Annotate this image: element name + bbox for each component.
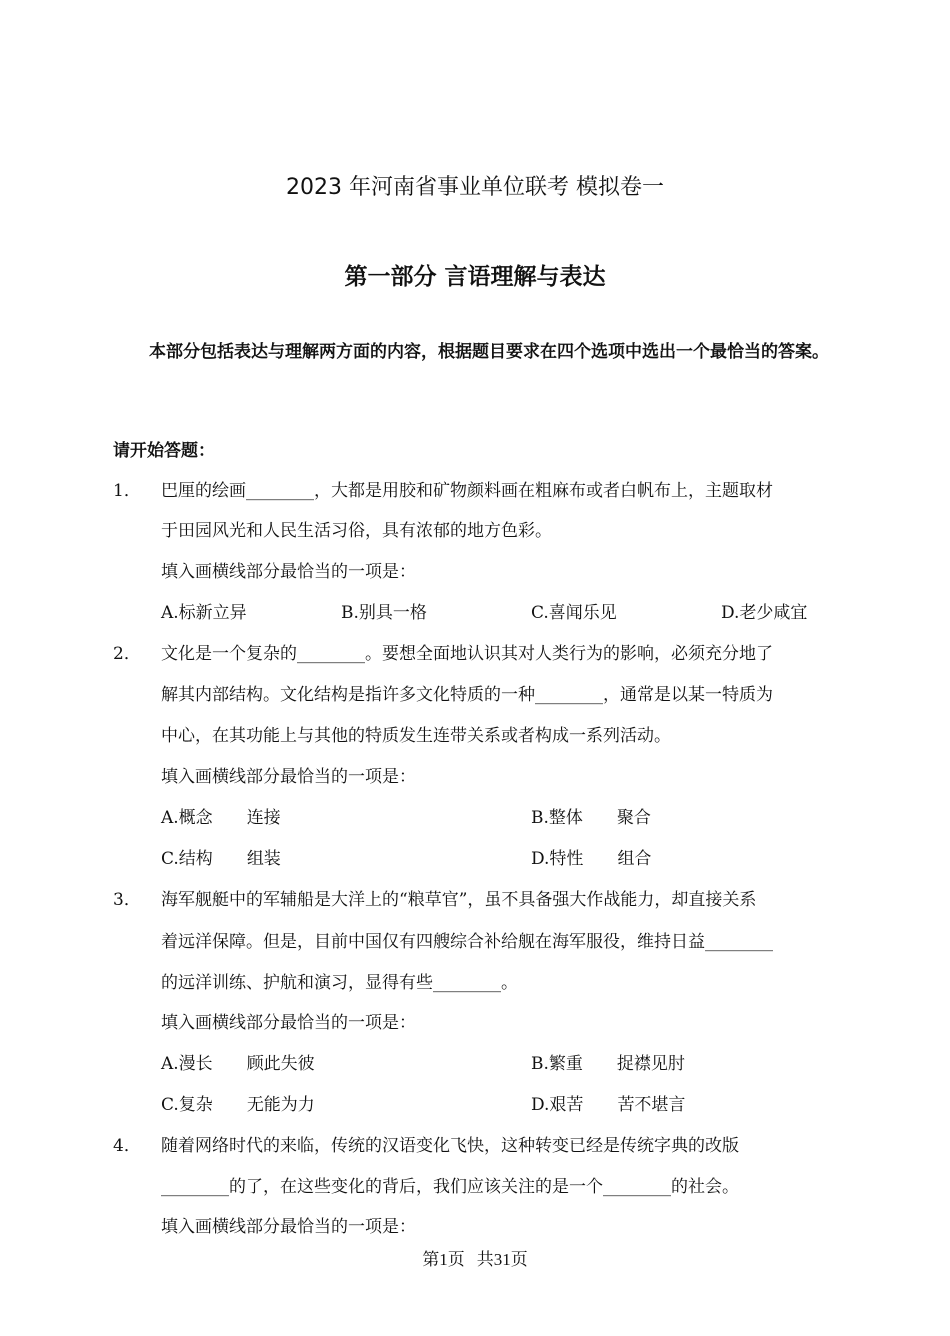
question-number: 1． xyxy=(113,481,141,501)
option-label: A.漫长 xyxy=(161,1054,213,1074)
option-label: D.艰苦 xyxy=(531,1095,584,1115)
option-d[interactable] xyxy=(531,1090,685,1115)
part-title: 第一部分 言语理解与表达 xyxy=(344,264,606,290)
question-number: 4． xyxy=(113,1136,141,1156)
option-label: B.繁重 xyxy=(531,1054,583,1074)
question-prompt: 填入画横线部分最恰当的一项是： xyxy=(161,1217,416,1237)
total-pages: 共31页 xyxy=(476,1250,528,1269)
option-word: 捉襟见肘 xyxy=(616,1054,685,1074)
option-a[interactable] xyxy=(161,803,281,828)
option-label: C.结构 xyxy=(161,849,213,869)
option-word: 连接 xyxy=(246,808,281,828)
option-word: 聚合 xyxy=(616,808,651,828)
question-text-line: 文化是一个复杂的________。要想全面地认识其对人类行为的影响，必须充分地了 xyxy=(161,644,773,664)
option-b[interactable] xyxy=(531,1049,685,1074)
question-prompt: 填入画横线部分最恰当的一项是： xyxy=(161,562,416,582)
question-text-line: 巴厘的绘画________，大都是用胶和矿物颜料画在粗麻布或者白帆布上，主题取材 xyxy=(161,481,773,501)
option-word: 无能为力 xyxy=(246,1095,315,1115)
section-instructions: 本部分包括表达与理解两方面的内容，根据题目要求在四个选项中选出一个最恰当的答案。 xyxy=(149,342,829,362)
option-c[interactable] xyxy=(161,1090,315,1115)
option-b[interactable]: B.别具一格 xyxy=(341,603,427,623)
option-label: C.复杂 xyxy=(161,1095,213,1115)
page-footer xyxy=(0,1245,950,1270)
option-word: 组装 xyxy=(246,849,281,869)
option-a[interactable] xyxy=(161,1049,315,1074)
option-c[interactable]: C.喜闻乐见 xyxy=(531,603,617,623)
option-label: B.整体 xyxy=(531,808,583,828)
question-text-line: 海军舰艇中的军辅船是大洋上的“粮草官”，虽不具备强大作战能力，却直接关系 xyxy=(161,890,757,910)
option-word: 苦不堪言 xyxy=(617,1095,686,1115)
question-prompt: 填入画横线部分最恰当的一项是： xyxy=(161,767,416,787)
option-a[interactable]: A.标新立异 xyxy=(161,603,247,623)
page-number: 第1页 xyxy=(422,1250,465,1269)
question-prompt: 填入画横线部分最恰当的一项是： xyxy=(161,1013,416,1033)
start-label: 请开始答题： xyxy=(113,441,215,461)
question-text-line: 解其内部结构。文化结构是指许多文化特质的一种________，通常是以某一特质为 xyxy=(161,685,773,705)
option-d[interactable]: D.老少咸宜 xyxy=(721,603,808,623)
option-label: D.特性 xyxy=(531,849,584,869)
option-c[interactable] xyxy=(161,844,281,869)
document-title: 2023 年河南省事业单位联考 模拟卷一 xyxy=(286,175,664,200)
question-text-line: 随着网络时代的来临，传统的汉语变化飞快，这种转变已经是传统字典的改版 xyxy=(161,1136,739,1156)
question-number: 3． xyxy=(113,890,141,910)
question-text-line: ________的了，在这些变化的背后，我们应该关注的是一个________的社会。 xyxy=(161,1177,739,1197)
option-label: A.概念 xyxy=(161,808,213,828)
option-word: 顾此失彼 xyxy=(246,1054,315,1074)
option-word: 组合 xyxy=(617,849,652,869)
option-b[interactable] xyxy=(531,803,651,828)
question-text-line: 的远洋训练、护航和演习，显得有些________。 xyxy=(161,973,518,993)
question-text-line: 中心，在其功能上与其他的特质发生连带关系或者构成一系列活动。 xyxy=(161,726,671,746)
option-d[interactable] xyxy=(531,844,651,869)
question-text-line: 着远洋保障。但是，目前中国仅有四艘综合补给舰在海军服役，维持日益________ xyxy=(161,932,773,952)
question-text-line: 于田园风光和人民生活习俗，具有浓郁的地方色彩。 xyxy=(161,521,552,541)
question-number: 2． xyxy=(113,644,141,664)
